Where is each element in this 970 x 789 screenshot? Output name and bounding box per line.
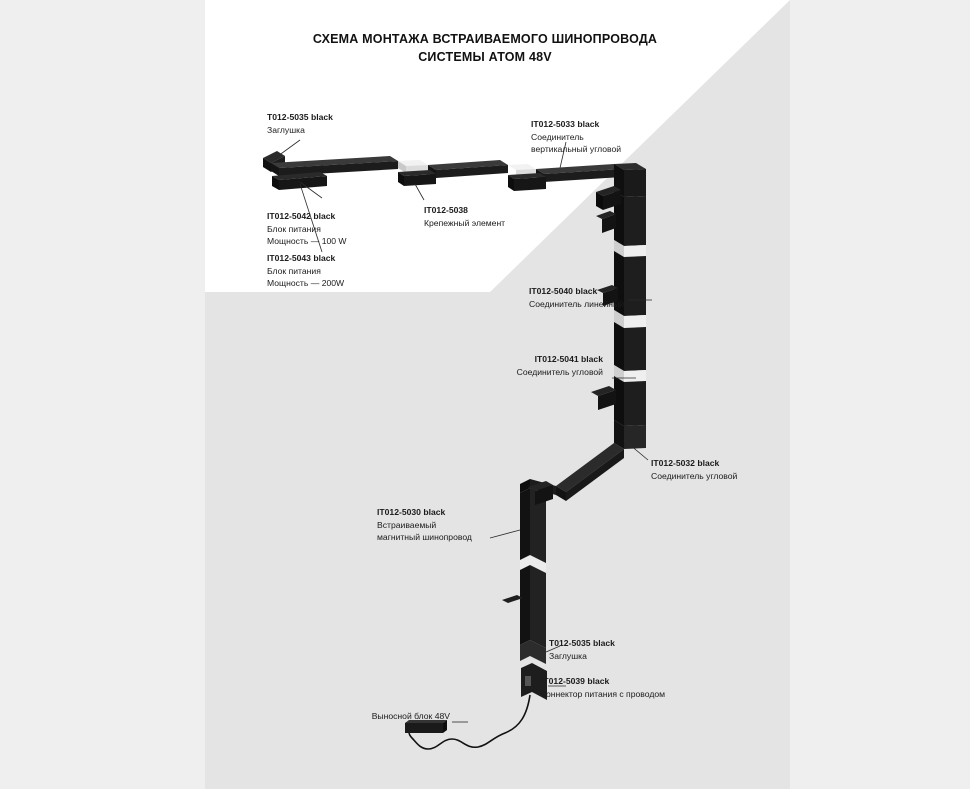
page-title bbox=[0, 30, 970, 66]
label-power-connector bbox=[541, 675, 665, 700]
label-remote-unit bbox=[300, 710, 450, 723]
label-desc: Коннектор питания с проводом bbox=[541, 688, 666, 699]
label-code: IT012-5043 black bbox=[267, 253, 336, 263]
label-cap-top bbox=[267, 111, 333, 136]
label-desc: Блок питания bbox=[267, 265, 321, 276]
label-desc: Крепежный элемент bbox=[424, 217, 506, 228]
label-desc2: вертикальный угловой bbox=[531, 144, 622, 154]
label-code: IT012-5033 black bbox=[531, 119, 600, 129]
label-desc: Заглушка bbox=[267, 124, 305, 135]
right-vertical-run bbox=[614, 191, 646, 449]
label-code: IT012-5032 black bbox=[651, 458, 720, 468]
label-code: Выносной блок 48V bbox=[371, 711, 450, 721]
label-code: IT012-5038 bbox=[424, 205, 468, 215]
page-title-line2: СИСТЕМЫ АТОМ 48V bbox=[418, 50, 552, 64]
label-desc: Соединитель угловой bbox=[651, 470, 738, 481]
label-code: IT012-5040 black bbox=[529, 286, 598, 296]
label-psu-200 bbox=[267, 252, 344, 290]
label-code: IT012-5030 black bbox=[377, 507, 446, 517]
lower-vertical-run bbox=[520, 488, 547, 700]
label-corner-5032 bbox=[651, 457, 737, 482]
label-code: IT012-5042 black bbox=[267, 211, 336, 221]
label-corner-5041 bbox=[403, 353, 603, 378]
label-code: T012-5035 black bbox=[549, 638, 615, 648]
label-desc: Встраиваемый bbox=[377, 519, 437, 530]
label-linear-connector bbox=[529, 285, 624, 310]
label-desc: Соединитель линейный bbox=[529, 298, 625, 309]
label-desc: Блок питания bbox=[267, 223, 321, 234]
label-desc: Заглушка bbox=[549, 650, 587, 661]
label-psu-100 bbox=[267, 210, 347, 248]
label-code: IT012-5039 black bbox=[541, 676, 610, 686]
label-cap-bottom bbox=[549, 637, 615, 662]
label-desc: Соединитель bbox=[531, 131, 584, 142]
label-mount-element bbox=[424, 204, 505, 229]
label-desc: Соединитель угловой bbox=[516, 366, 603, 377]
label-desc2: Мощность — 200W bbox=[267, 278, 345, 288]
label-code: T012-5035 black bbox=[267, 112, 333, 122]
page-title-line1: СХЕМА МОНТАЖА ВСТРАИВАЕМОГО ШИНОПРОВОДА bbox=[312, 32, 658, 46]
label-code: IT012-5041 black bbox=[534, 354, 603, 364]
label-track bbox=[377, 506, 472, 544]
label-desc2: магнитный шинопровод bbox=[377, 532, 472, 542]
label-desc2: Мощность — 100 W bbox=[267, 236, 347, 246]
label-vertical-corner bbox=[531, 118, 621, 156]
